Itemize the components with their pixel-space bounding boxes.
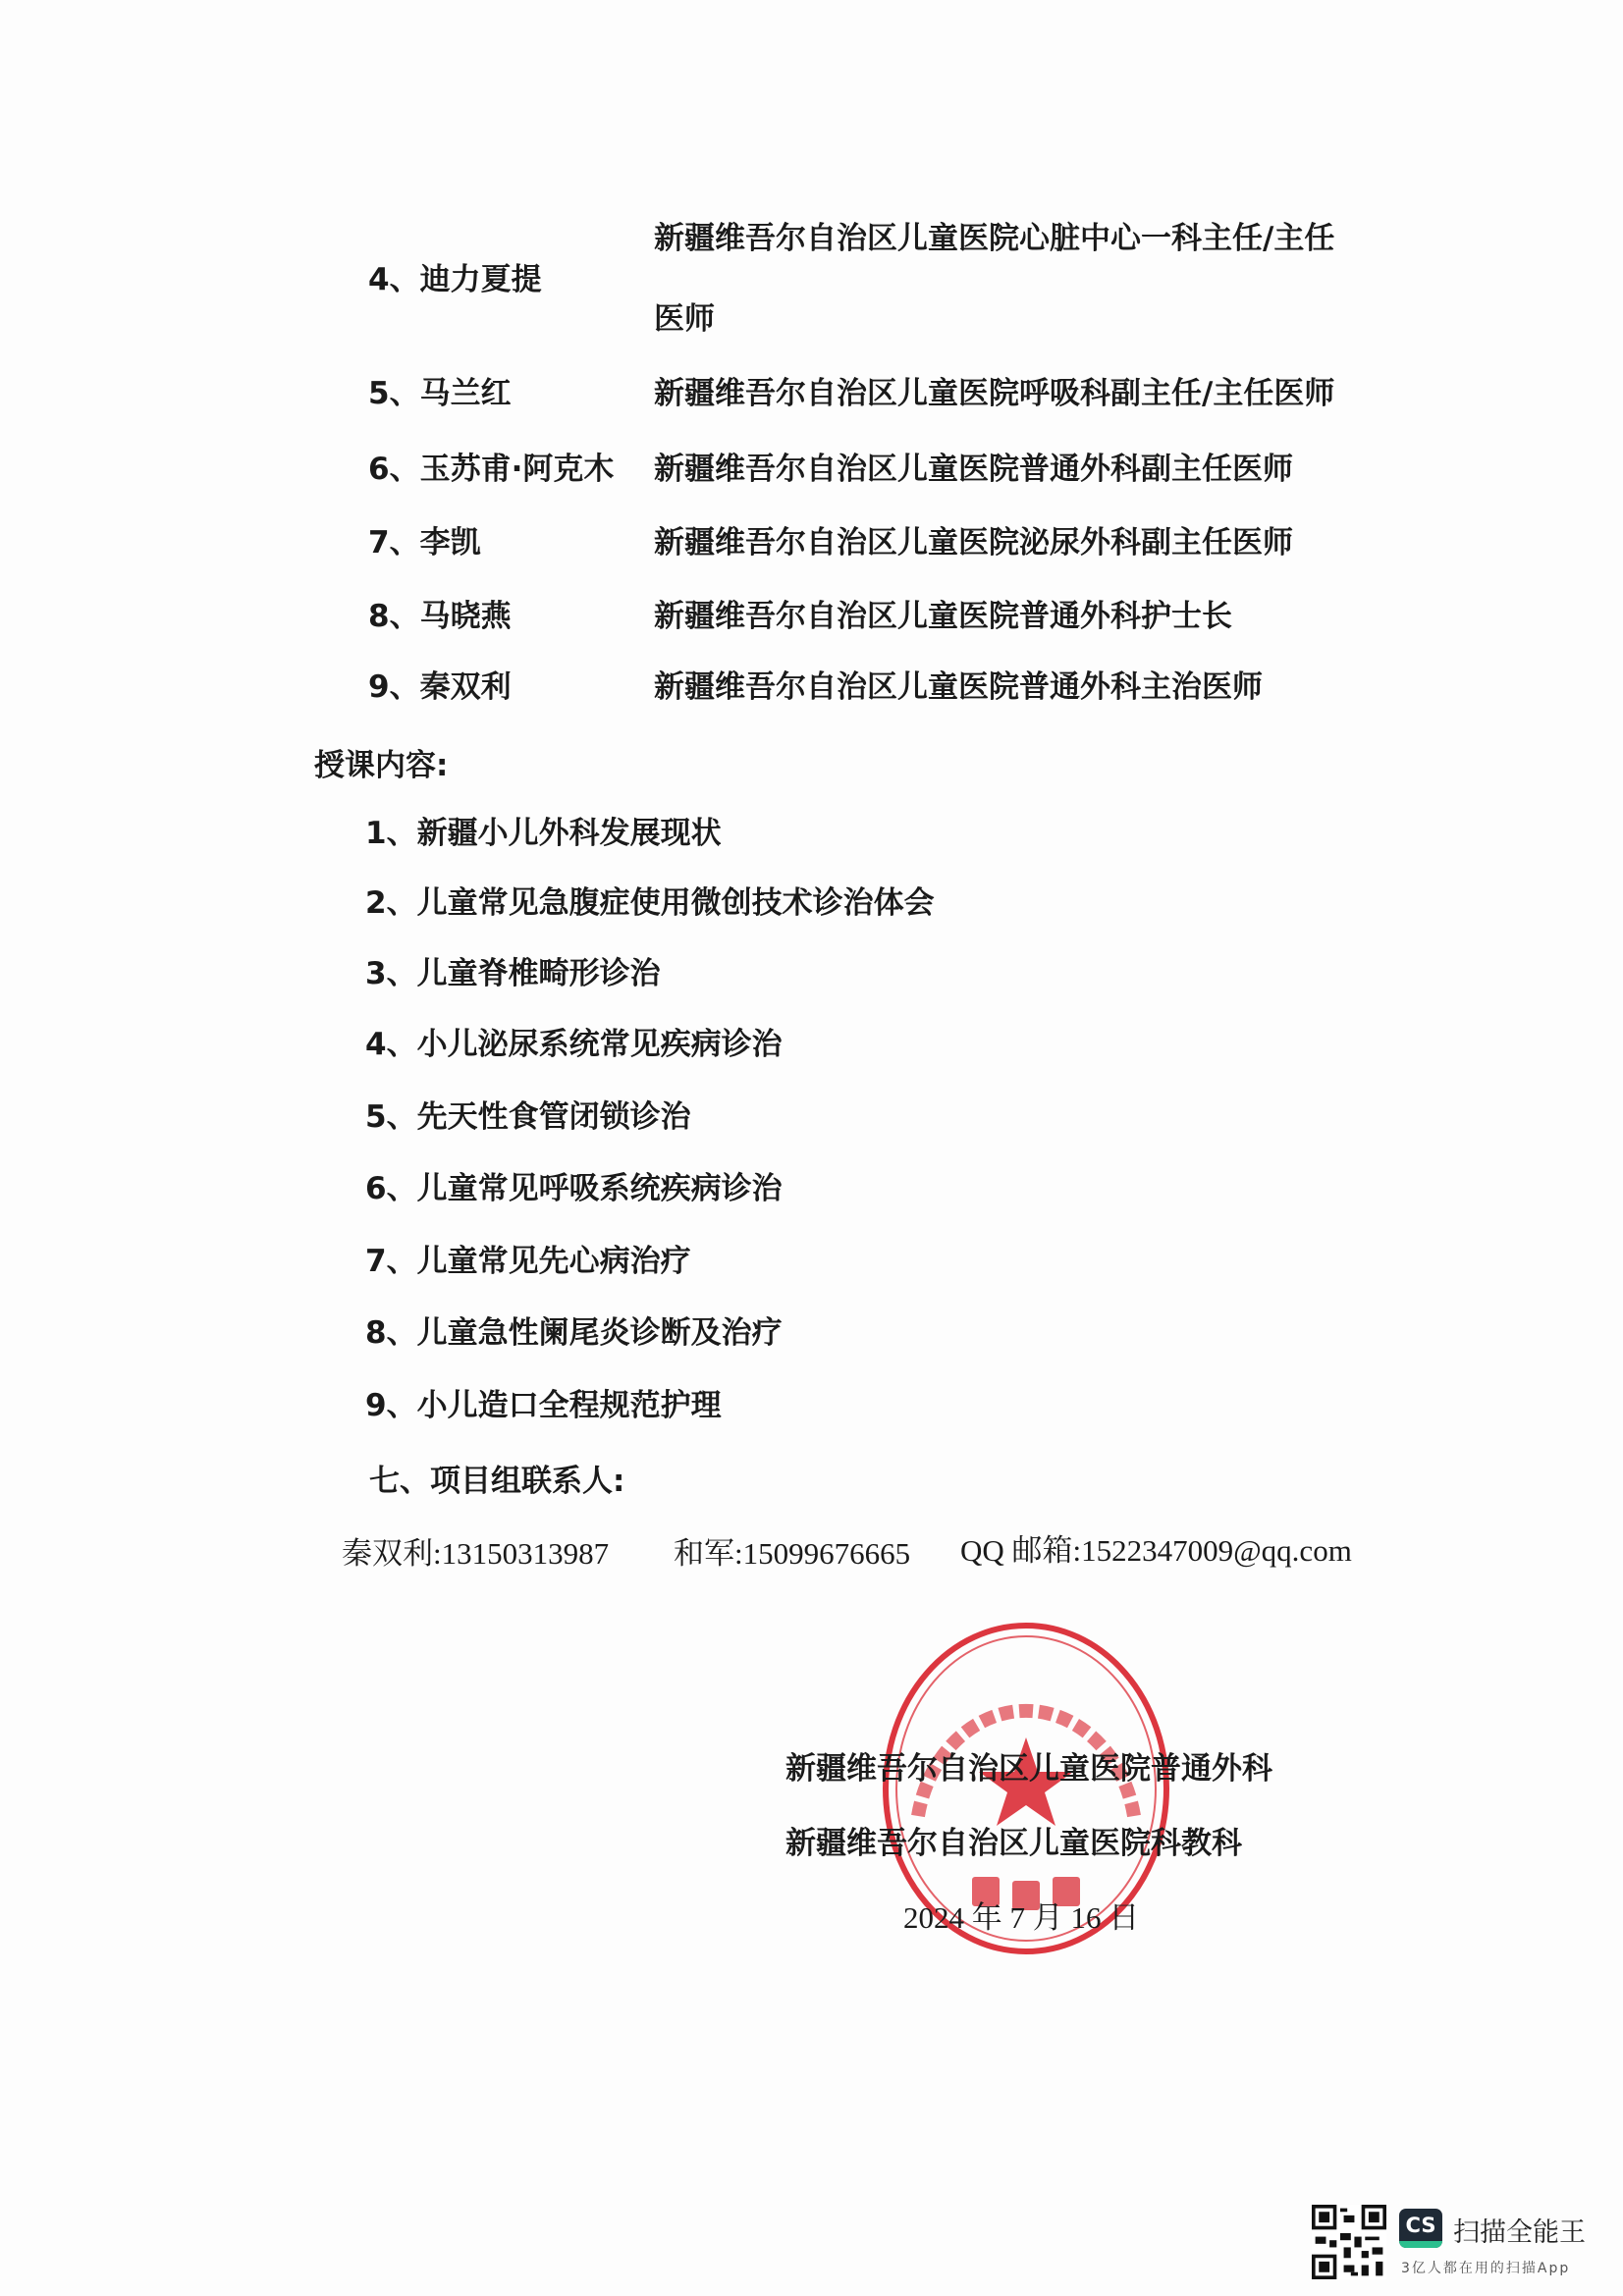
speaker-name: 9、秦双利: [368, 669, 512, 705]
speaker-name: 5、马兰红: [368, 376, 512, 411]
lesson-item: 7、儿童常见先心病治疗: [365, 1244, 691, 1279]
watermark-app-name: 扫描全能王: [1453, 2217, 1586, 2248]
lesson-item: 2、儿童常见急腹症使用微创技术诊治体会: [365, 885, 935, 921]
watermark-slogan: 3亿人都在用的扫描App: [1401, 2261, 1571, 2276]
camscanner-logo: CS: [1399, 2209, 1442, 2248]
speaker-title: 新疆维吾尔自治区儿童医院泌尿外科副主任医师: [654, 525, 1293, 561]
speaker-name: 7、李凯: [368, 525, 481, 561]
speaker-title-cont: 医师: [654, 301, 715, 337]
speaker-title: 新疆维吾尔自治区儿童医院普通外科副主任医师: [654, 452, 1293, 487]
contact-email: QQ 邮箱:1522347009@qq.com: [960, 1533, 1352, 1568]
signature-org: 新疆维吾尔自治区儿童医院科教科: [785, 1826, 1242, 1860]
lesson-item: 5、先天性食管闭锁诊治: [365, 1099, 691, 1135]
lesson-item: 1、新疆小儿外科发展现状: [365, 816, 722, 851]
speaker-title: 新疆维吾尔自治区儿童医院普通外科主治医师: [654, 669, 1263, 705]
speaker-title: 新疆维吾尔自治区儿童医院心脏中心一科主任/主任: [654, 221, 1335, 256]
contact-phone: 和军:15099676665: [674, 1536, 911, 1571]
lessons-heading: 授课内容:: [314, 748, 449, 783]
contact-phone: 秦双利:13150313987: [342, 1536, 610, 1571]
qr-code-icon: [1312, 2205, 1386, 2279]
signature-date: 2024 年 7 月 16 日: [903, 1900, 1140, 1935]
lesson-item: 4、小儿泌尿系统常见疾病诊治: [365, 1027, 783, 1062]
speaker-title: 新疆维吾尔自治区儿童医院普通外科护士长: [654, 599, 1232, 634]
lesson-item: 6、儿童常见呼吸系统疾病诊治: [365, 1171, 783, 1206]
speaker-name: 6、玉苏甫·阿克木: [368, 452, 615, 487]
lesson-item: 8、儿童急性阑尾炎诊断及治疗: [365, 1315, 783, 1351]
speaker-name: 8、马晓燕: [368, 599, 512, 634]
speaker-title: 新疆维吾尔自治区儿童医院呼吸科副主任/主任医师: [654, 376, 1335, 411]
contacts-heading: 七、项目组联系人:: [369, 1464, 625, 1499]
signature-org: 新疆维吾尔自治区儿童医院普通外科: [785, 1751, 1272, 1786]
lesson-item: 3、儿童脊椎畸形诊治: [365, 956, 661, 991]
speaker-name: 4、迪力夏提: [368, 262, 542, 297]
lesson-item: 9、小儿造口全程规范护理: [365, 1388, 722, 1423]
